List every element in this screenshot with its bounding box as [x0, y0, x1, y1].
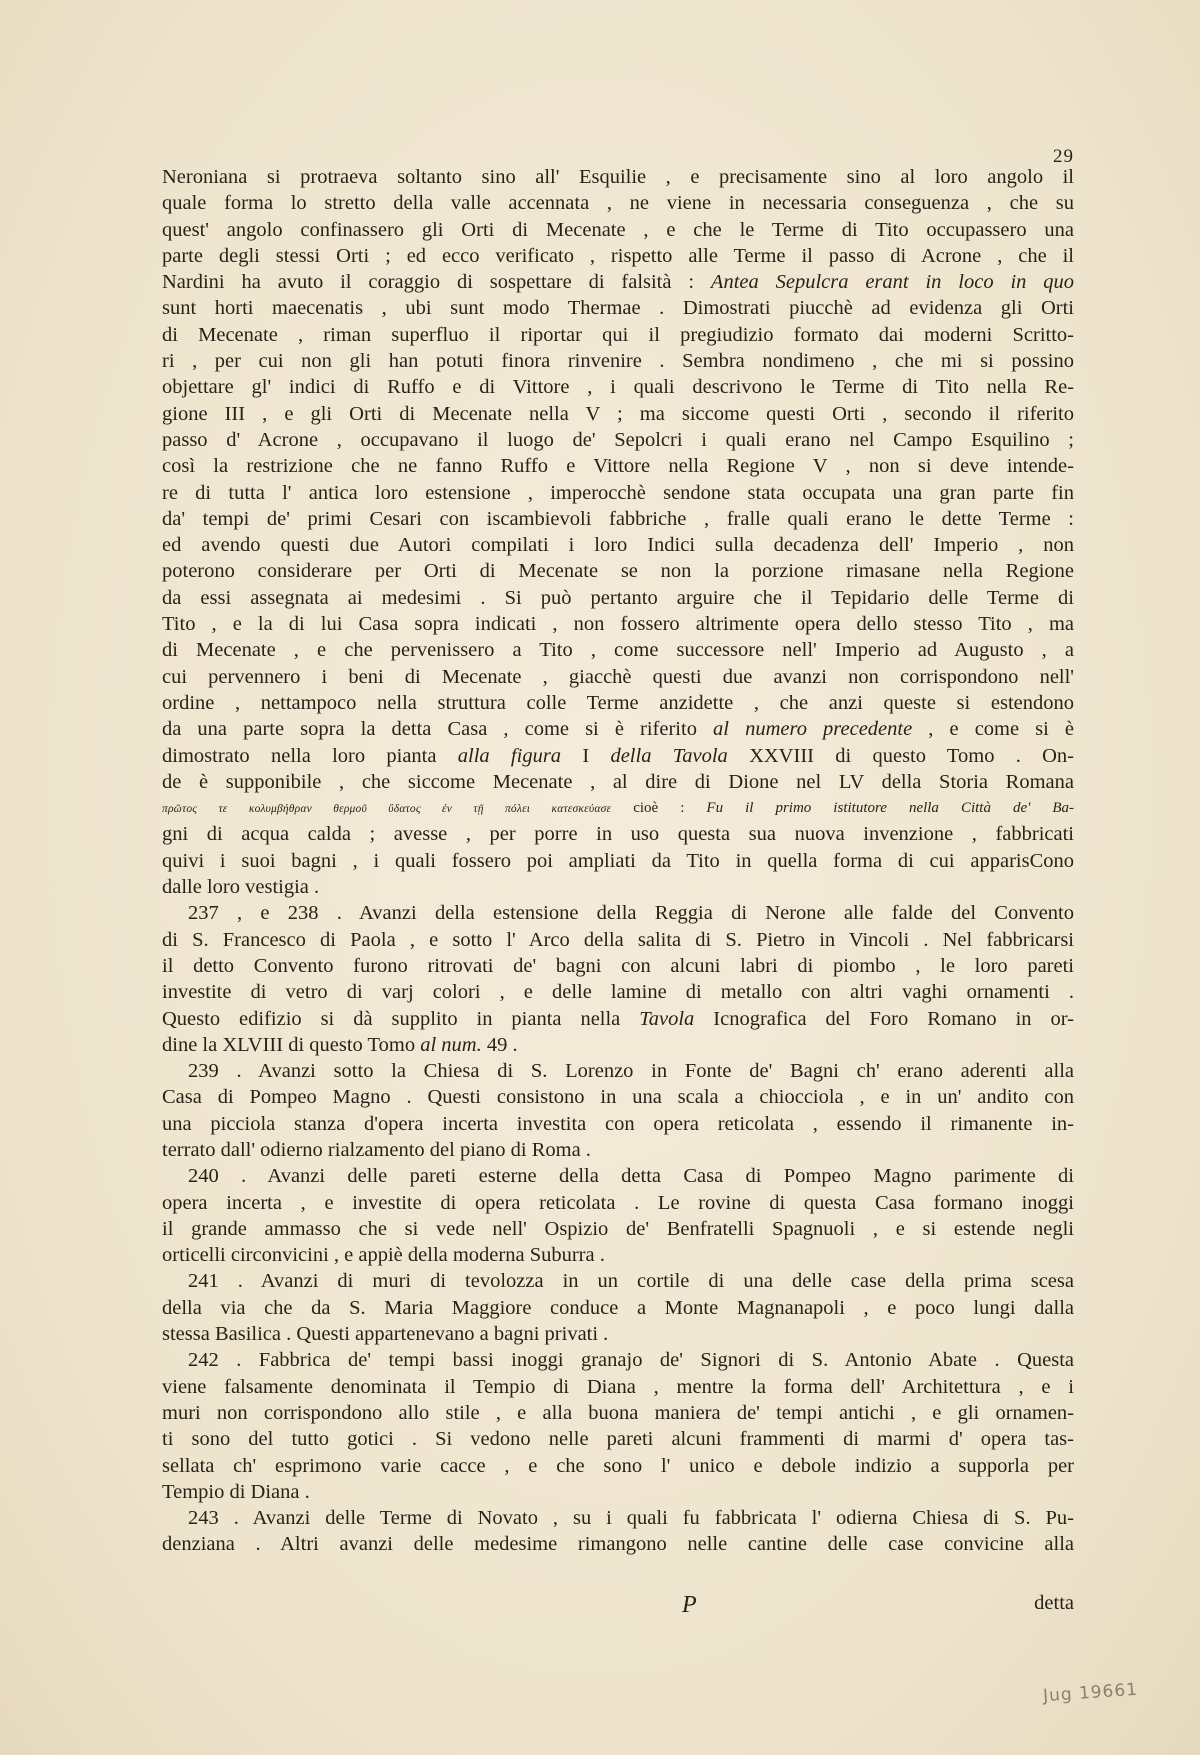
text-line: de è supponibile , che siccome Mecenate , al dire di Dione nel LV della Storia Romana	[162, 770, 1074, 793]
text-line: gione III , e gli Orti di Mecenate nella V ; ma siccome questi Orti , secondo il riferito	[162, 402, 1074, 425]
text-line: objettare gl' indici di Ruffo e di Vittore , i quali descrivono le Terme di Tito nella Re-	[162, 376, 1074, 399]
text-line: terrato dall' odierno rialzamento del piano di Roma .	[162, 1138, 591, 1161]
text-line: da una parte sopra la detta Casa , come si è riferito al numero precedente , e come si è	[162, 718, 1075, 741]
text-line: re di tutta l' antica loro estensione , imperocchè sendone stata occupata una gran parte fin	[162, 481, 1074, 504]
text-line: orticelli circonvicini , e appiè della moderna Suburra .	[162, 1244, 605, 1267]
translation: Fu il primo istitutore nella Città de' Ba-	[706, 800, 1075, 817]
text-line: parte degli stessi Orti ; ed ecco verificato , rispetto alle Terme il passo di Acrone , che il	[162, 244, 1074, 267]
figure-reference: alla figura	[457, 744, 562, 767]
text-line: il grande ammasso che si vede nell' Ospizio de' Benfratelli Spagnuoli , e si estende negli	[162, 1217, 1074, 1240]
page-footer	[162, 1592, 1074, 1618]
text-line: quivi i suoi bagni , i quali fossero poi ampliati da Tito in quella forma di cui apparisCono	[162, 849, 1074, 872]
text-line: Questo edifizio si dà supplito in pianta nella Tavola Icnografica del Foro Romano in or-	[162, 1007, 1075, 1030]
text-line: di S. Francesco di Paola , e sotto l' Arco della salita di S. Pietro in Vincoli . Nel fabbricarsi	[162, 928, 1074, 951]
plate-reference: Tavola	[639, 1007, 695, 1030]
text-line: 243 . Avanzi delle Terme di Novato , su i quali fu fabbricata l' odierna Chiesa di S. Pu-	[188, 1507, 1074, 1530]
text-line: il detto Convento furono ritrovati de' bagni con alcuni labri di piombo , le loro pareti	[162, 954, 1074, 977]
text-line: così la restrizione che ne fanno Ruffo e Vittore nella Regione V , non si deve intende-	[162, 455, 1074, 478]
cross-reference: al numero precedente	[713, 718, 913, 741]
greek-quote: πρῶτος τε κολυμβήθραν θερμοῦ ὕδατος ἐν τῇ πόλει κατεσκεύασε	[162, 803, 612, 816]
text-line: Nardini ha avuto il coraggio di sospettare di falsità : Antea Sepulcra erant in loco in quo	[162, 271, 1074, 294]
text-line: passo d' Acrone , occupavano il luogo de' Sepolcri i quali erano nel Campo Esquilino ;	[162, 428, 1074, 451]
catchword: detta	[1034, 1592, 1074, 1614]
number-reference: al num.	[420, 1033, 482, 1056]
text-line: cui pervennero i beni di Mecenate , giacchè questi due avanzi non corrispondono nell'	[162, 665, 1074, 688]
text-line: poterono considerare per Orti di Mecenate se non la porzione rimasane nella Regione	[162, 560, 1074, 583]
text-line: ri , per cui non gli han potuti finora rinvenire . Sembra nondimeno , che mi si possino	[162, 350, 1074, 373]
archive-pencil-note: Jug 19661	[1042, 1679, 1139, 1707]
text-line: gni di acqua calda ; avesse , per porre in uso questa sua nuova invenzione , fabbricati	[162, 823, 1074, 846]
text-line: Neroniana si protraeva soltanto sino all' Esquilie , e precisamente sino al loro angolo il	[162, 166, 1074, 188]
text-line: 242 . Fabbrica de' tempi bassi inoggi granajo de' Signori di S. Antonio Abate . Questa	[188, 1349, 1074, 1372]
greek-quote-line: πρῶτος τε κολυμβήθραν θερμοῦ ὕδατος ἐν τῇ πόλει κατεσκεύασε cioè : Fu il primo istitutore nella Città de' Ba-	[162, 800, 1075, 817]
text-line: di Mecenate , e che pervenissero a Tito , come successore nell' Imperio ad Augusto , a	[162, 639, 1074, 662]
signature-mark: P	[682, 1592, 697, 1618]
text-line: una picciola stanza d'opera incerta investita con opera reticolata , essendo il rimanente in-	[162, 1112, 1074, 1135]
text-line: sunt horti maecenatis , ubi sunt modo Thermae . Dimostrati piucchè ad evidenza gli Orti	[162, 297, 1074, 320]
text-line: investite di vetro di varj colori , e delle lamine di metallo con altri vaghi ornamenti .	[162, 981, 1074, 1004]
text-line: Tempio di Diana .	[162, 1480, 310, 1503]
page-number: 29	[1053, 146, 1074, 167]
text-line: dalle loro vestigia .	[162, 876, 320, 899]
text-line: 237 , e 238 . Avanzi della estensione della Reggia di Nerone alle falde del Convento	[188, 902, 1074, 925]
text-line: quest' angolo confinassero gli Orti di Mecenate , e che le Terme di Tito occupassero una	[162, 218, 1074, 241]
text-line: 239 . Avanzi sotto la Chiesa di S. Lorenzo in Fonte de' Bagni ch' erano aderenti alla	[188, 1060, 1074, 1083]
text-line: ed avendo questi due Autori compilati i loro Indici sulla decadenza dell' Imperio , non	[162, 534, 1074, 557]
text-line: di Mecenate , riman superfluo il riportar qui il pregiudizio formato dai moderni Scritto-	[162, 323, 1074, 346]
text-line: dimostrato nella loro pianta alla figura I della Tavola XXVIII di questo Tomo . On-	[162, 744, 1075, 767]
text-line: dine la XLVIII di questo Tomo al num. 49 .	[162, 1033, 518, 1056]
text-line: quale forma lo stretto della valle accennata , ne viene in necessaria conseguenza , che su	[162, 192, 1074, 215]
text-line: denziana . Altri avanzi delle medesime rimangono nelle cantine delle case convicine alla	[162, 1533, 1074, 1556]
text-line: ordine , nettampoco nella struttura colle Terme anzidette , che anzi queste si estendono	[162, 691, 1074, 714]
text-line: da essi assegnata ai medesimi . Si può pertanto arguire che il Tepidario delle Terme di	[162, 586, 1074, 609]
body-text	[162, 164, 1074, 1558]
text-line: muri non corrispondono allo stile , e alla buona maniera de' tempi antichi , e gli ornamen-	[162, 1401, 1074, 1424]
text-line: della via che da S. Maria Maggiore conduce a Monte Magnanapoli , e poco lungi dalla	[162, 1296, 1074, 1319]
text-line: sellata ch' esprimono varie cacce , e che sono l' unico e debole indizio a supporla per	[162, 1454, 1074, 1477]
text-line: 241 . Avanzi di muri di tevolozza in un cortile di una delle case della prima scesa	[188, 1270, 1074, 1293]
latin-quote: Antea Sepulcra erant in loco in quo	[710, 271, 1074, 294]
text-line: Casa di Pompeo Magno . Questi consistono in una scala a chiocciola , e in un' andito con	[162, 1086, 1074, 1109]
plate-reference: della Tavola	[610, 744, 728, 767]
text-line: da' tempi de' primi Cesari con iscambievoli fabbriche , fralle quali erano le dette Terme :	[162, 507, 1074, 530]
text-line: opera incerta , e investite di opera reticolata . Le rovine di questa Casa formano inoggi	[162, 1191, 1074, 1214]
text-line: Tito , e la di lui Casa sopra indicati , non fossero altrimente opera dello stesso Tito , ma	[162, 613, 1074, 636]
text-line: 240 . Avanzi delle pareti esterne della detta Casa di Pompeo Magno parimente di	[188, 1165, 1074, 1188]
text-line: viene falsamente denominata il Tempio di Diana , mentre la forma dell' Architettura , e i	[162, 1375, 1074, 1398]
text-line: stessa Basilica . Questi appartenevano a bagni privati .	[162, 1323, 609, 1346]
text-line: ti sono del tutto gotici . Si vedono nelle pareti alcuni frammenti di marmi d' opera tas-	[162, 1428, 1074, 1451]
